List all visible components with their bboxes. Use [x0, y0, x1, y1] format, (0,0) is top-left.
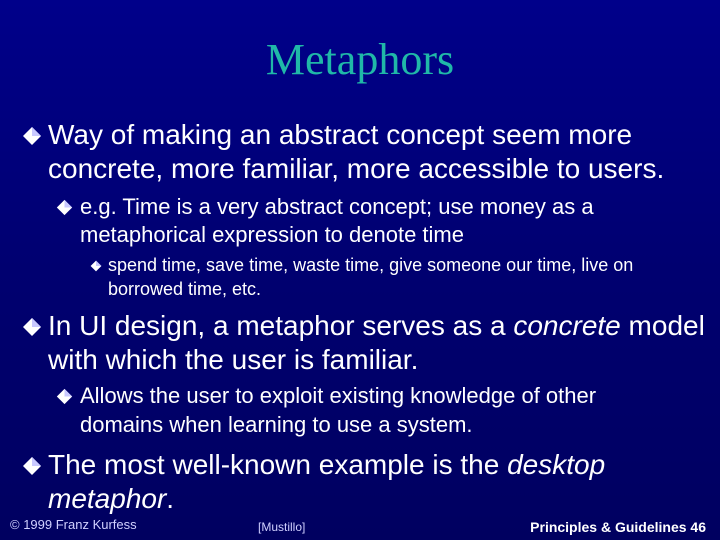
footer-reference: [Mustillo]	[258, 520, 306, 534]
slide-title: Metaphors	[265, 35, 455, 84]
diamond-bullet-icon	[56, 199, 73, 216]
bullet-text	[48, 448, 605, 482]
bullet-text: e.g. Time is a very abstract concept; use money as a	[80, 194, 594, 219]
bullet-text-part: .	[166, 483, 175, 514]
bullet-text: concrete, more familiar, more accessible to users.	[48, 153, 665, 184]
bullet-text: borrowed time, etc.	[108, 279, 262, 299]
bullet-text-emphasis: desktop	[507, 449, 606, 480]
bullet-text-emphasis: metaphor	[48, 483, 167, 514]
bullet-text: with which the user is familiar.	[48, 344, 419, 375]
bullet-text-part: The most well-known example is the	[48, 449, 508, 480]
bullet-text: Allows the user to exploit existing knowledge of other	[80, 383, 597, 408]
diamond-bullet-icon	[22, 317, 42, 337]
diamond-bullet-icon	[22, 126, 42, 146]
footer-copyright: © 1999 Franz Kurfess	[10, 517, 137, 532]
bullet-text: Way of making an abstract concept seem more	[48, 119, 633, 150]
bullet-text: metaphorical expression to denote time	[80, 222, 464, 247]
bullet-text	[48, 309, 705, 343]
bullet-text-emphasis: concrete	[513, 310, 621, 341]
bullet-text: spend time, save time, waste time, give someone our time, live on	[108, 255, 634, 275]
diamond-bullet-icon	[90, 260, 102, 272]
bullet-text-part: In UI design, a metaphor serves as a	[48, 310, 514, 341]
bullet-text-part: model	[620, 310, 705, 341]
footer-course-page: Principles & Guidelines 46	[530, 519, 706, 535]
diamond-bullet-icon	[56, 388, 73, 405]
bullet-text	[48, 482, 174, 516]
diamond-bullet-icon	[22, 456, 42, 476]
bullet-text: domains when learning to use a system.	[80, 412, 473, 437]
